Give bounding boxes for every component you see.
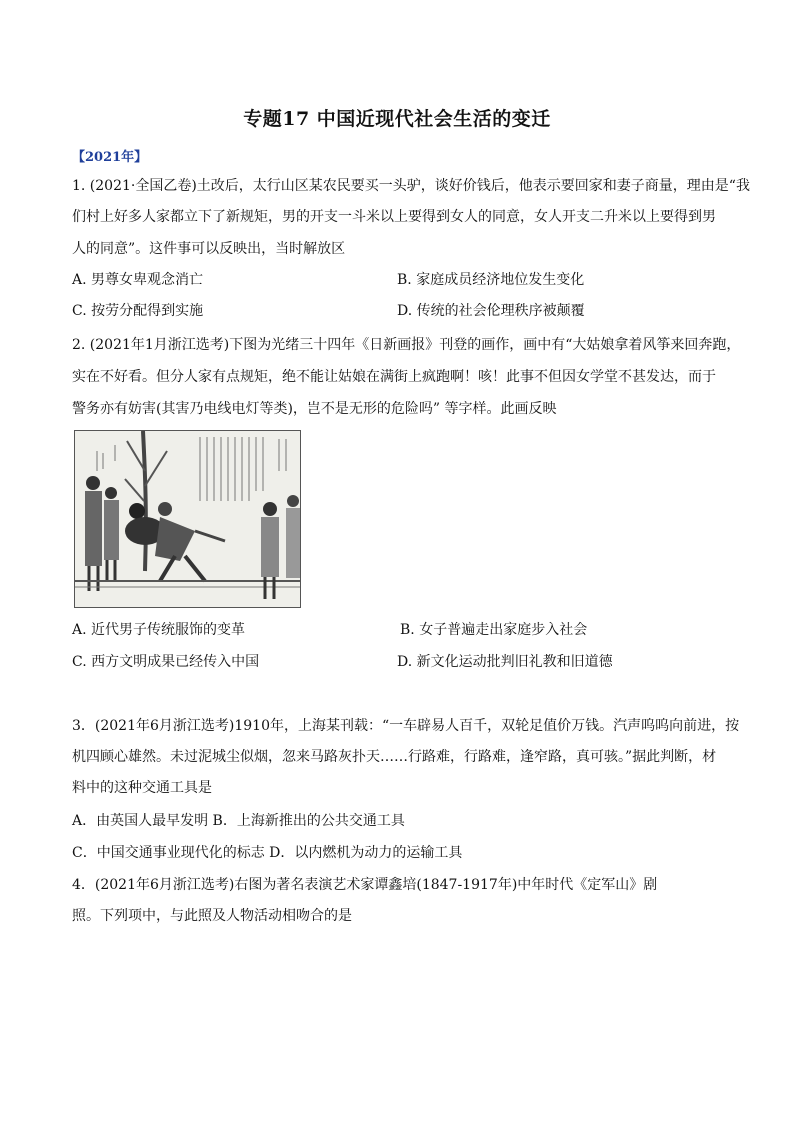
q3-line-1: 3．(2021年6月浙江选考)1910年，上海某刊载：“一车辟易人百千，双轮足值价万钱。汽声呜呜向前进，按 [72,718,740,734]
section-label: 【2021年】 [72,150,148,165]
q2-option-d: D. 新文化运动批判旧礼教和旧道德 [397,654,613,670]
q4-line-1: 4．(2021年6月浙江选考)右图为著名表演艺术家谭鑫培(1847-1917年)中年时代《定军山》剧 [72,877,658,893]
q2-option-c: C. 西方文明成果已经传入中国 [72,654,260,670]
q1-option-d: D. 传统的社会伦理秩序被颠覆 [397,303,585,319]
q1-option-a: A. 男尊女卑观念消亡 [72,272,204,288]
q2-option-b: B. 女子普遍走出家庭步入社会 [400,622,588,638]
q2-line-3: 警务亦有妨害(其害乃电线电灯等类)，岂不是无形的危险吗” 等字样。此画反映 [72,401,557,417]
q2-option-a: A. 近代男子传统服饰的变革 [72,622,246,638]
q2-line-1: 2. (2021年1月浙江选考)下图为光绪三十四年《日新画报》刊登的画作，画中有“大姑娘拿着风筝来回奔跑， [72,337,741,353]
q1-option-c: C. 按劳分配得到实施 [72,303,204,319]
q1-line-3: 人的同意”。这件事可以反映出，当时解放区 [72,241,346,257]
q3-options-row-1: A．由英国人最早发明 B．上海新推出的公共交通工具 [72,813,405,829]
page-title: 专题17 中国近现代社会生活的变迁 [243,108,551,130]
q3-line-3: 料中的这种交通工具是 [72,780,212,796]
q1-line-2: 们村上好多人家都立下了新规矩，男的开支一斗米以上要得到女人的同意，女人开支二升米以上要得到男 [72,209,716,225]
q3-options-row-2: C．中国交通事业现代化的标志 D．以内燃机为动力的运输工具 [72,845,463,861]
q2-line-2: 实在不好看。但分人家有点规矩，绝不能让姑娘在满街上疯跑啊！咳！此事不但因女学堂不甚发达，而于 [72,369,716,385]
q1-option-b: B. 家庭成员经济地位发生变化 [397,272,585,288]
q4-line-2: 照。下列项中，与此照及人物活动相吻合的是 [72,908,352,924]
q3-line-2: 机四顾心雄然。未过泥城尘似烟，忽来马路灰扑天……行路难，行路难，逢窄路，真可骇。”据此判断，材 [72,749,717,765]
q1-line-1: 1. (2021·全国乙卷)土改后，太行山区某农民要买一头驴，谈好价钱后，他表示要回家和妻子商量，理由是“我 [72,178,750,194]
historical-illustration-icon [74,430,301,608]
